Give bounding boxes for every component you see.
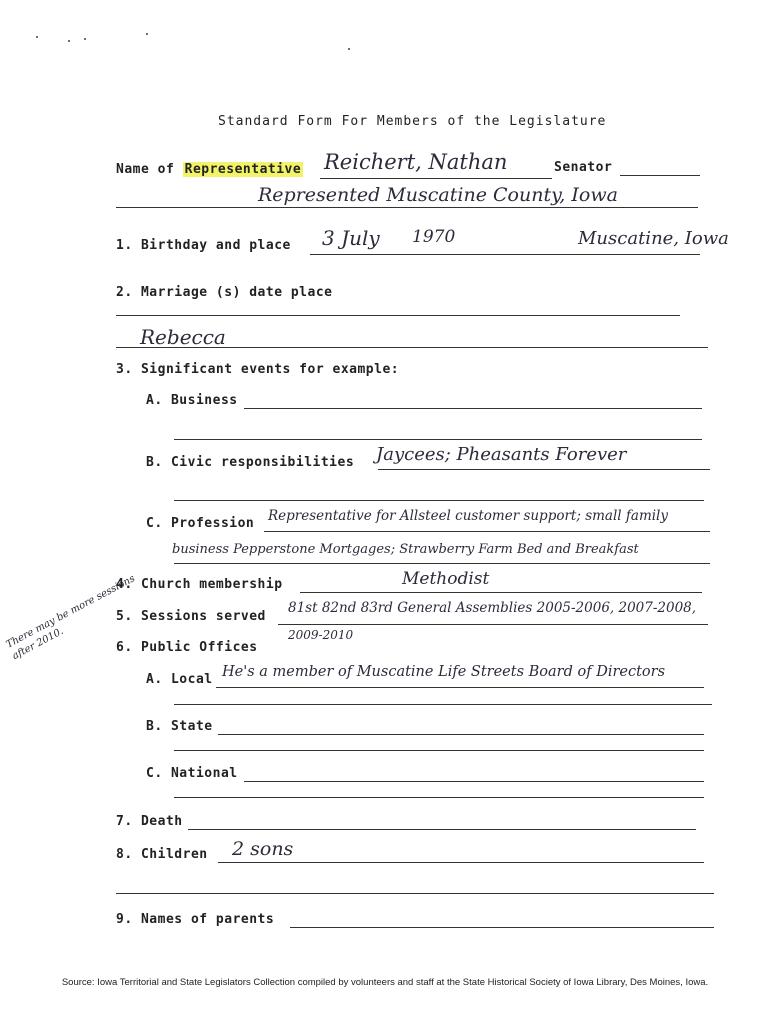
offices-label: 6. Public Offices <box>116 640 258 655</box>
marriage-rule-1 <box>116 315 680 316</box>
handwritten-profession-2: business Pepperstone Mortgages; Strawberry Farm Bed and Breakfast <box>172 542 639 557</box>
name-label <box>116 162 303 177</box>
sessions-rule <box>278 624 708 625</box>
national-rule-1 <box>244 781 704 782</box>
state-rule-1 <box>218 734 704 735</box>
state-rule-2 <box>174 750 704 751</box>
business-label: A. Business <box>146 393 238 408</box>
name-rule <box>320 178 552 179</box>
death-label: 7. Death <box>116 814 183 829</box>
local-label: A. Local <box>146 672 213 687</box>
source-footer: Source: Iowa Territorial and State Legislators Collection compiled by volunteers and staff at the State Historical Society of Iowa Library, Des Moines, Iowa. <box>61 977 709 988</box>
handwritten-birth-place: Muscatine, Iowa <box>578 228 729 249</box>
events-label: 3. Significant events for example: <box>116 362 400 377</box>
local-rule-1 <box>216 687 704 688</box>
scan-speck <box>146 33 148 35</box>
civic-rule-2 <box>174 500 704 501</box>
name-second-rule <box>116 207 698 208</box>
handwritten-sessions-cont: 2009-2010 <box>288 628 354 642</box>
national-rule-2 <box>174 797 704 798</box>
local-rule-2 <box>174 704 712 705</box>
representative-label: Representative <box>184 162 302 177</box>
form-title: Standard Form For Members of the Legislature <box>218 114 607 129</box>
scan-speck <box>348 48 350 50</box>
marriage-label: 2. Marriage (s) date place <box>116 285 333 300</box>
handwritten-represented: Represented Muscatine County, Iowa <box>258 184 618 206</box>
church-rule <box>300 592 702 593</box>
parents-rule <box>290 927 714 928</box>
church-label: 4. Church membership <box>116 577 283 592</box>
scan-speck <box>36 36 38 38</box>
name-prefix: Name of <box>116 162 183 177</box>
business-rule-1 <box>244 408 702 409</box>
scan-speck <box>84 38 86 40</box>
children-rule-2 <box>116 893 714 894</box>
handwritten-birth-year: 1970 <box>412 227 456 247</box>
profession-rule-1 <box>264 531 710 532</box>
profession-rule-2 <box>174 563 710 564</box>
death-rule <box>188 829 696 830</box>
state-label: B. State <box>146 719 213 734</box>
handwritten-margin-note: There may be more sessions after 2010. <box>4 573 137 663</box>
handwritten-children: 2 sons <box>232 838 294 860</box>
senator-rule <box>620 175 700 176</box>
scan-speck <box>68 40 70 42</box>
national-label: C. National <box>146 766 238 781</box>
handwritten-profession-1: Representative for Allsteel customer support; small family <box>268 508 669 524</box>
children-rule <box>218 862 704 863</box>
civic-label: B. Civic responsibilities <box>146 455 355 470</box>
handwritten-name: Reichert, Nathan <box>324 150 508 174</box>
handwritten-local-office: He's a member of Muscatine Life Streets Board of Directors <box>222 664 666 680</box>
handwritten-civic: Jaycees; Pheasants Forever <box>376 444 627 465</box>
children-label: 8. Children <box>116 847 208 862</box>
handwritten-church: Methodist <box>402 569 490 589</box>
civic-rule-1 <box>378 469 710 470</box>
sessions-label: 5. Sessions served <box>116 609 266 624</box>
birthday-rule <box>310 254 700 255</box>
handwritten-birth-date: 3 July <box>322 226 380 250</box>
parents-label: 9. Names of parents <box>116 912 275 927</box>
profession-label: C. Profession <box>146 516 255 531</box>
handwritten-spouse: Rebecca <box>140 325 226 349</box>
birthday-label: 1. Birthday and place <box>116 238 291 253</box>
senator-label: Senator <box>554 160 613 175</box>
business-rule-2 <box>174 439 702 440</box>
handwritten-sessions: 81st 82nd 83rd General Assemblies 2005-2006, 2007-2008, <box>288 600 697 616</box>
